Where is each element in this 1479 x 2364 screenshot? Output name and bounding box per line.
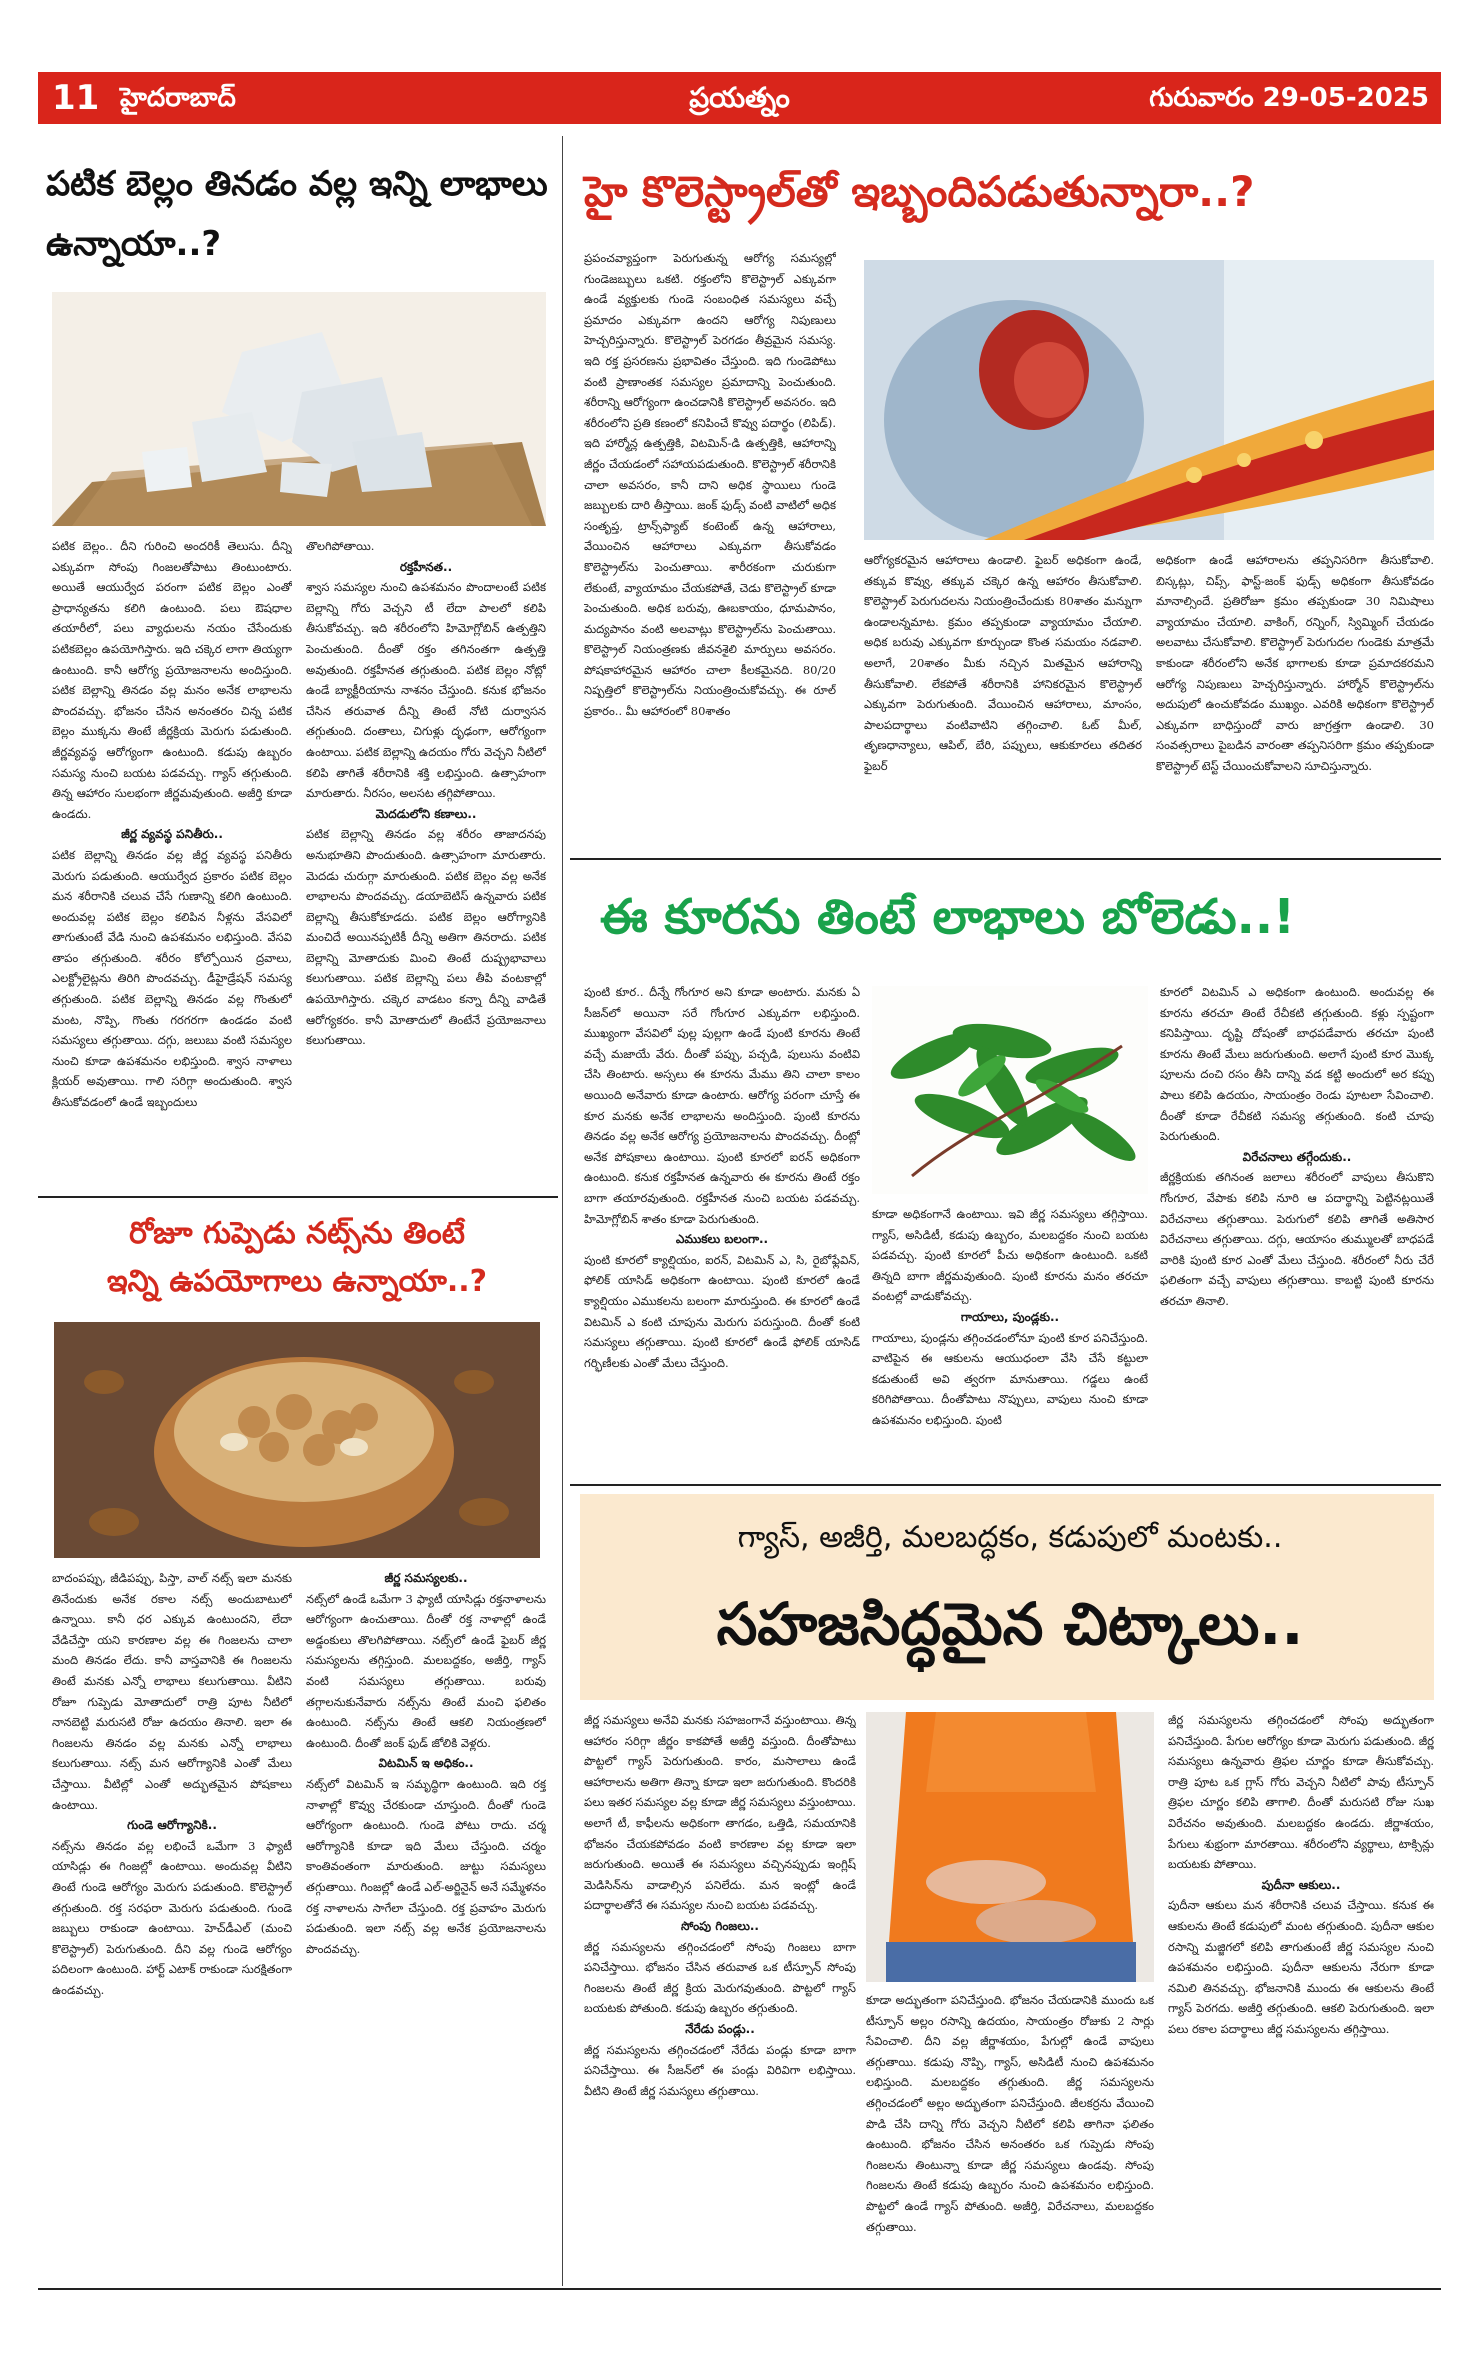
paragraph: జీర్ణక్రియకు తగినంత జలాలు శరీరంలో వాపులు తీసుకొని గోంగూర, వేపాకు కలిపి నూరి ఆ పదార్థాన్ని పెట్టినట్లయితే విరేచనాలు తగ్గుతాయి. పెరుగులో కలిపి తాగితే అతిసార విరేచనాలు తగ్గుతాయి. దగ్గు, ఆయాసం తుమ్ములతో బాధపడే వారికి పుంటి కూర ఎంతో మేలు చేస్తుంది. శరీరంలో నీరు చేరే ఫలితంగా వచ్చే వాపులు తగ్గుతాయి. కాబట్టి పుంటి కూరను తరచూ తినాలి. [1160,1170,1434,1308]
subheading: గుండె ఆరోగ్యానికి.. [127,1818,217,1833]
paragraph: పటిక బెల్లం.. దీని గురించి అందరికీ తెలుసు. దీన్ని ఎక్కువగా సోంపు గింజలతోపాటు తింటుంటారు. అయితే ఆయుర్వేద పరంగా పటిక బెల్లం ఎంతో ప్రాధాన్యతను కలిగి ఉంటుంది. పలు ఔషధాల తయారీలో, పలు వ్యాధులను నయం చేసేందుకు పటికబెల్లం ఉపయోగిస్తారు. ఇది చక్కెర లాగా తియ్యగా ఉంటుంది. కానీ ఆరోగ్య ప్రయోజనాలను అందిస్తుంది. పటిక బెల్లాన్ని తినడం వల్ల మనం అనేక లాభాలను పొందవచ్చు. భోజనం చేసిన అనంతరం చిన్న పటిక బెల్లం ముక్కను తింటే జీర్ణక్రియ మెరుగు పడుతుంది. జీర్ణవ్యవస్థ ఆరోగ్యంగా ఉంటుంది. కడుపు ఉబ్బరం సమస్య నుంచి బయట పడవచ్చు. గ్యాస్ తగ్గుతుంది. తిన్న ఆహారం సులభంగా జీర్ణమవుతుంది. అజీర్తి కూడా ఉండదు. [52,539,292,821]
edition-city: హైదరాబాద్ [120,83,236,113]
subheading: గాయాలు, పుండ్లకు.. [960,1309,1060,1324]
paragraph: జీర్ణ సమస్యలను తగ్గించడంలో సోంపు అద్భుతంగా పనిచేస్తుంది. పేగుల ఆరోగ్యం కూడా మెరుగు పడుతుంది. జీర్ణ సమస్యలు ఉన్నవారు త్రిఫల చూర్ణం కూడా తీసుకోవచ్చు. రాత్రి పూట ఒక గ్లాస్ గోరు వెచ్చని నీటిలో పావు టీస్పూన్ త్రిఫల చూర్ణం కలిపి తాగాలి. దీంతో మరుసటి రోజు సుఖ విరేచనం అవుతుంది. మలబద్దకం ఉండదు. జీర్ణాశయం, పేగులు శుభ్రంగా మారతాయి. శరీరంలోని వ్యర్థాలు, టాక్సిన్లు బయటకు పోతాయి. [1168,1713,1434,1872]
cholesterol-column-1: ప్రపంచవ్యాప్తంగా పెరుగుతున్న ఆరోగ్య సమస్యల్లో గుండెజబ్బులు ఒకటి. రక్తంలోని కొలెస్ట్రాల్ ఎక్కువగా ఉండే వ్యక్తులకు గుండె సంబంధిత సమస్యలు వచ్చే ప్రమాదం ఎక్కువగా ఉందని ఆరోగ్య నిపుణులు హెచ్చరిస్తున్నారు. కొలెస్ట్రాల్ పెరగడం తీవ్రమైన సమస్య. ఇది రక్త ప్రసరణను ప్రభావితం చేస్తుంది. ఇది గుండెపోటు వంటి ప్రాణాంతక సమస్యల ప్రమాదాన్ని పెంచుతుంది. శరీరాన్ని ఆరోగ్యంగా ఉంచడానికి కొలెస్ట్రాల్ అవసరం. ఇది శరీరంలోని ప్రతి కణంలో కనిపించే కొవ్వు పదార్థం (లిపిడ్). ఇది హార్మోన్ల ఉత్పత్తికి, విటమిన్-డి ఉత్పత్తికి, ఆహారాన్ని జీర్ణం చేయడంలో సహాయపడుతుంది. కొలెస్ట్రాల్ శరీరానికి చాలా అవసరం, కానీ దాని అధిక స్థాయిలు గుండె జబ్బులకు దారి తీస్తాయి. జంక్ ఫుడ్స్ వంటి వాటిలో అధిక సంతృప్త, ట్రాన్స్‌ఫ్యాట్ కంటెంట్ ఉన్న ఆహారాలు, వేయించిన ఆహారాలు ఎక్కువగా తీసుకోవడం కొలెస్ట్రాల్‌ను పెంచుతాయి. శారీరకంగా చురుకుగా లేకుంటే, వ్యాయామం చేయకపోతే, చెడు కొలెస్ట్రాల్ కూడా పెంచుతుంది. అధిక బరువు, ఊబకాయం, ధూమపానం, మద్యపానం వంటి అలవాట్లు కొలెస్ట్రాల్‌ను పెంచుతాయి. కొలెస్ట్రాల్ నియంత్రణకు జీవనశైలి మార్పులు అవసరం. పోషకాహారమైన ఆహారం చాలా కీలకమైనది. 80/20 నిష్పత్తిలో కొలెస్ట్రాల్‌ను నియంత్రించుకోవచ్చు. ఈ రూల్ ప్రకారం.. మీ ఆహారంలో 80శాతం [584,251,836,719]
divider [570,1484,1441,1486]
paragraph: జీర్ణ సమస్యలు అనేవి మనకు సహజంగానే వస్తుంటాయి. తిన్న ఆహారం సరిగ్గా జీర్ణం కాకపోతే అజీర్తి వస్తుంది. దీంతోపాటు పొట్టలో గ్యాస్ పెరుగుతుంది. కారం, మసాలాలు ఉండే ఆహారాలను అతిగా తిన్నా కూడా ఇలా జరుగుతుంది. కొందరికి పలు ఇతర సమస్యల వల్ల కూడా జీర్ణ సమస్యలు వస్తుంటాయి. అలాగే టీ, కాఫీలను అధికంగా తాగడం, ఒత్తిడి, సమయానికి భోజనం చేయకపోవడం వంటి కారణాల వల్ల కూడా ఇలా జరుగుతుంది. అయితే ఈ సమస్యలు వచ్చినప్పుడు ఇంగ్లిష్ మెడిసిన్‌ను వాడాల్సిన పనిలేదు. మన ఇంట్లో ఉండే పదార్థాలతోనే ఈ సమస్యల నుంచి బయట పడవచ్చు. [584,1713,856,1913]
divider [570,858,1441,860]
page-number: 11 [52,78,100,118]
paragraph: గాయాలు, పుండ్లను తగ్గించడంలోనూ పుంటి కూర పనిచేస్తుంది. వాటిపైన ఈ ఆకులను ఆయుధంలా వేసి చేసే కట్టులా కడుతుంటే అవి త్వరగా మానుతాయి. గడ్డలు ఉంటే కరిగిపోతాయి. దీంతోపాటు నొప్పులు, వాపులు నుంచి కూడా ఉపశమనం లభిస్తుంది. పుంటి [872,1330,1148,1427]
subheading: మెదడులోని కణాలు.. [375,806,477,821]
subheading: విటమిన్ ఇ అధికం.. [378,1756,474,1771]
paragraph: జీర్ణ సమస్యలను తగ్గించడంలో నేరేడు పండ్లు కూడా బాగా పనిచేస్తాయి. ఈ సీజన్‌లో ఈ పండ్లు విరివిగా లభిస్తాయి. వీటిని తింటే జీర్ణ సమస్యలు తగ్గుతాయి. [584,2042,856,2098]
subheading: నేరేడు పండ్లు.. [685,2021,755,2036]
paragraph: నట్స్‌లో విటమిన్ ఇ సమృద్ధిగా ఉంటుంది. ఇది రక్త నాళాల్లో కొవ్వు చేరకుండా చూస్తుంది. దీంతో గుండె ఆరోగ్యంగా ఉంటుంది. గుండె పోటు రాదు. చర్మ ఆరోగ్యానికి కూడా ఇది మేలు చేస్తుంది. చర్మం కాంతివంతంగా మారుతుంది. జుట్టు సమస్యలు తగ్గుతాయి. గింజల్లో ఉండే ఎల్-అర్జినైన్ అనే సమ్మేళనం రక్త నాళాలను సాగేలా చేస్తుంది. రక్త ప్రవాహం మెరుగు పడుతుంది. ఇలా నట్స్ వల్ల అనేక ప్రయోజనాలను పొందవచ్చు. [306,1776,546,1956]
paragraph: పటిక బెల్లాన్ని తినడం వల్ల జీర్ణ వ్యవస్థ పనితీరు మెరుగు పడుతుంది. ఆయుర్వేద ప్రకారం పటిక బెల్లం మన శరీరానికి చలువ చేసే గుణాన్ని కలిగి ఉంటుంది. అందువల్ల పటిక బెల్లం కలిపిన నీళ్లను వేసవిలో తాగుతుంటే వేడి నుంచి ఉపశమనం లభిస్తుంది. వేసవి తాపం తగ్గుతుంది. శరీరం కోల్పోయిన ద్రవాలు, ఎలక్ట్రోలైట్లను తిరిగి పొందవచ్చు. డీహైడ్రేషన్ సమస్య తగ్గుతుంది. పటిక బెల్లాన్ని తినడం వల్ల గొంతులో మంట, నొప్పి, గొంతు గరగరగా ఉండడం వంటి సమస్యలు తగ్గుతాయి. దగ్గు, జలుబు వంటి సమస్యల నుంచి కూడా ఉపశమనం లభిస్తుంది. శ్వాస నాళాలు క్లియర్ అవుతాయి. గాలి సరిగ్గా అందుతుంది. శ్వాస తీసుకోవడంలో ఉండే ఇబ్బందులు [52,847,292,1110]
subheading: విరేచనాలు తగ్గేందుకు.. [1242,1149,1352,1164]
kura-column-3 [1160,982,1434,1472]
patika-column-2 [306,536,546,1191]
digestion-column-3 [1168,1710,1434,2280]
divider [38,2288,1441,2290]
paragraph: కూరలో విటమిన్ ఎ అధికంగా ఉంటుంది. అందువల్ల ఈ కూరను తరచూ తింటే రేచీకటి తగ్గుతుంది. కళ్లు స్పష్టంగా కనిపిస్తాయి. దృష్టి దోషంతో బాధపడేవారు తరచూ పుంటి కూరను తింటే మేలు జరుగుతుంది. అలాగే పుంటి కూర మొక్క పూలను దంచి రసం తీసి దాన్ని వడ కట్టి అందులో అర కప్పు పాలు కలిపి ఉదయం, సాయంత్రం రెండు పూటలా సేవించాలి. దీంతో కూడా రేచీకటి సమస్య తగ్గుతుంది. కంటి చూపు పెరుగుతుంది. [1160,985,1434,1144]
digestion-column-2: కూడా అద్భుతంగా పనిచేస్తుంది. భోజనం చేయడానికి ముందు ఒక టీస్పూన్ అల్లం రసాన్ని ఉదయం, సాయంత్రం రోజుకు 2 సార్లు సేవించాలి. దీని వల్ల జీర్ణాశయం, పేగుల్లో ఉండే వాపులు తగ్గుతాయి. కడుపు నొప్పి, గ్యాస్, అసిడిటీ నుంచి ఉపశమనం లభిస్తుంది. మలబద్దకం తగ్గుతుంది. జీర్ణ సమస్యలను తగ్గించడంలో అల్లం అద్భుతంగా పనిచేస్తుంది. జీలకర్రను వేయించి పొడి చేసి దాన్ని గోరు వెచ్చని నీటిలో కలిపి తాగినా ఫలితం ఉంటుంది. భోజనం చేసిన అనంతరం ఒక గుప్పెడు సోంపు గింజలను తింటున్నా కూడా జీర్ణ సమస్యలు ఉండవు. సోంపు గింజలను తింటే కడుపు ఉబ్బరం నుంచి ఉపశమనం లభిస్తుంది. పొట్టలో ఉండే గ్యాస్ పోతుంది. అజీర్తి, విరేచనాలు, మలబద్దకం తగ్గుతాయి. [866,1993,1154,2234]
nuts-headline-line1: రోజూ గుప్పెడు నట్స్‌ను తింటే [129,1216,465,1251]
nuts-column-1 [52,1568,292,2278]
divider [562,136,563,2286]
subheading: పుదీనా ఆకులు.. [1261,1877,1341,1892]
nuts-headline-line2: ఇన్ని ఉపయోగాలు ఉన్నాయా..? [106,1264,488,1299]
subheading: ఎముకలు బలంగా.. [675,1232,769,1247]
cholesterol-article [570,136,1441,856]
patika-column-1 [52,536,292,1191]
subheading: సోంపు గింజలు.. [681,1918,759,1933]
paragraph: జీర్ణ సమస్యలను తగ్గించడంలో సోంపు గింజలు బాగా పనిచేస్తాయి. భోజనం చేసిన తరువాత ఒక టీస్పూన్ సోంపు గింజలను తింటే జీర్ణ క్రియ మెరుగవుతుంది. పొట్టలో గ్యాస్ బయటకు పోతుంది. కడుపు ఉబ్బరం తగ్గుతుంది. [584,1939,856,2016]
artery-heart-image [864,260,1434,540]
nuts-headline-box [38,1210,556,1314]
divider [38,1196,558,1198]
subheading: రక్తహీనత.. [399,559,453,574]
cholesterol-column-3: అధికంగా ఉండే ఆహారాలను తప్పనిసరిగా తీసుకోవాలి. బిస్కట్లు, చిప్స్, ఫాస్ట్-జంక్ ఫుడ్స్ అధికంగా తీసుకోవడం మానాల్సిందే. ప్రతిరోజూ క్రమం తప్పకుండా 30 నిమిషాలు వ్యాయామం చేయాలి. వాకింగ్, రన్నింగ్, స్విమ్మింగ్ చేయడం అలవాటు చేసుకోవాలి. కొలెస్ట్రాల్ పెరుగుదల గుండెకు మాత్రమే కాకుండా శరీరంలోని అనేక భాగాలకు కూడా ప్రమాదకరమని ఆరోగ్య నిపుణులు హెచ్చరిస్తున్నారు. హార్మోన్ కొలెస్ట్రాల్‌ను అదుపులో ఉంచుకోవడం ముఖ్యం. ఎవరికి అధికంగా కొలెస్ట్రాల్ ఎక్కువగా బాధిస్తుందో వారు జాగ్రత్తగా ఉండాలి. 30 సంవత్సరాలు పైబడిన వారంతా తప్పనిసరిగా క్రమం తప్పకుండా కొలెస్ట్రాల్ టెస్ట్ చేయించుకోవాలని సూచిస్తున్నారు. [1156,553,1434,773]
stomach-pain-image [866,1712,1154,1982]
subheading: జీర్ణ సమస్యలకు.. [384,1571,468,1585]
subheading: జీర్ణ వ్యవస్థ పనితీరు.. [121,827,223,842]
kura-article [570,862,1441,1482]
cholesterol-headline: హై కొలెస్ట్రాల్‌తో ఇబ్బందిపడుతున్నారా..? [584,167,1255,216]
paragraph: పుంటి కూర.. దీన్నే గోంగూర అని కూడా అంటారు. మనకు ఏ సీజన్‌లో అయినా సరే గోంగూర ఎక్కువగా లభిస్తుంది. ముఖ్యంగా వేసవిలో పుల్ల పుల్లగా ఉండే పుంటి కూరను తింటే వచ్చే మజాయే వేరు. దీంతో పప్పు, పచ్చడి, పులుసు వంటివి చేసి తింటారు. అస్సలు ఈ కూరను మేము తిని చాలా కాలం అయింది అనేవారు కూడా ఉంటారు. ఆరోగ్య పరంగా చూస్తే ఈ కూర మనకు అనేక లాభాలను అందిస్తుంది. పుంటి కూరను తినడం వల్ల అనేక ఆరోగ్య ప్రయోజనాలను పొందవచ్చు. దీంట్లో అనేక పోషకాలు ఉంటాయి. పుంటి కూరలో ఐరన్ అధికంగా ఉంటుంది. కనుక రక్తహీనత ఉన్నవారు ఈ కూరను తింటే రక్తం బాగా తయారవుతుంది. రక్తహీనత నుంచి బయట పడవచ్చు. హిమోగ్లోబిన్ శాతం కూడా పెరుగుతుంది. [584,985,860,1226]
paragraph: శ్వాస సమస్యల నుంచి ఉపశమనం పొందాలంటే పటిక బెల్లాన్ని గోరు వెచ్చని టీ లేదా పాలలో కలిపి తీసుకోవచ్చు. ఇది శరీరంలోని హిమోగ్లోబిన్ ఉత్పత్తిని పెంచుతుంది. దీంతో రక్తం తగినంతగా ఉత్పత్తి అవుతుంది. రక్తహీనత తగ్గుతుంది. పటిక బెల్లం నోట్లో ఉండే బ్యాక్టీరియాను నాశనం చేస్తుంది. కనుక భోజనం చేసిన తరువాత దీన్ని తింటే నోటి దుర్వాసన తగ్గుతుంది. దంతాలు, చిగుళ్లు దృఢంగా, ఆరోగ్యంగా ఉంటాయి. పటిక బెల్లాన్ని ఉదయం గోరు వెచ్చని నీటిలో కలిపి తాగితే శరీరానికి శక్తి లభిస్తుంది. ఉత్సాహంగా మారుతారు. నీరసం, అలసట తగ్గిపోతాయి. [306,580,546,801]
paragraph: నట్స్‌లో ఉండే ఒమేగా 3 ఫ్యాటీ యాసిడ్లు రక్తనాళాలను ఆరోగ్యంగా ఉంచుతాయి. దీంతో రక్త నాళాల్లో ఉండే అడ్డంకులు తొలగిపోతాయి. నట్స్‌లో ఉండే ఫైబర్ జీర్ణ సమస్యలను తగ్గిస్తుంది. మలబద్దకం, అజీర్తి, గ్యాస్ వంటి సమస్యలు తగ్గుతాయి. బరువు తగ్గాలనుకునేవారు నట్స్‌ను తింటే మంచి ఫలితం ఉంటుంది. నట్స్‌ను తింటే ఆకలి నియంత్రణలో ఉంటుంది. దీంతో జంక్ ఫుడ్ జోలికి వెళ్లరు. [306,1591,546,1750]
masthead-bar [38,72,1441,124]
nuts-column-2 [306,1568,546,2278]
issue-date: గురువారం 29-05-2025 [1149,83,1429,113]
kura-headline: ఈ కూరను తింటే లాభాలు బోలెడు..! [600,889,1296,945]
paragraph: కూడా అధికంగానే ఉంటాయి. ఇవి జీర్ణ సమస్యలు తగ్గిస్తాయి. గ్యాస్, అసిడిటీ, కడుపు ఉబ్బరం, మలబద్దకం నుంచి బయట పడవచ్చు. పుంటి కూరలో పీచు అధికంగా ఉంటుంది. ఒకటి తిన్నది బాగా జీర్ణమవుతుంది. పుంటి కూరను మనం తరచూ వంటల్లో వాడుకోవచ్చు. [872,1207,1148,1304]
patika-headline: పటిక బెల్లం తినడం వల్ల ఇన్ని లాభాలు ఉన్నాయా..? [46,164,548,264]
kura-column-2 [872,1204,1148,1472]
kura-column-1 [584,982,860,1472]
digestion-headline-box [580,1494,1434,1700]
digestion-headline-line2: సహజసిద్ధమైన చిట్కాలు.. [716,1590,1304,1658]
patika-article [38,136,556,1196]
paragraph: పటిక బెల్లాన్ని తినడం వల్ల శరీరం తాజాదనపు అనుభూతిని పొందుతుంది. ఉత్సాహంగా మారుతారు. మెదడు చురుగ్గా మారుతుంది. పటిక బెల్లం వల్ల అనేక లాభాలను పొందవచ్చు. డయాబెటిస్ ఉన్నవారు పటిక బెల్లాన్ని తీసుకోకూడదు. పటిక బెల్లం ఆరోగ్యానికి మంచిదే అయినప్పటికీ దీన్ని అతిగా తినరాదు. పటిక బెల్లాన్ని మోతాదుకు మించి తింటే దుష్ప్రభావాలు కలుగుతాయి. పటిక బెల్లాన్ని పలు తీపి వంటకాల్లో ఉపయోగిస్తారు. చక్కెర వాడటం కన్నా దీన్ని వాడితే ఆరోగ్యకరం. కానీ మోతాదులో తింటేనే ప్రయోజనాలు కలుగుతాయి. [306,827,546,1048]
nuts-article [38,1204,556,2284]
cholesterol-column-2: ఆరోగ్యకరమైన ఆహారాలు ఉండాలి. ఫైబర్ అధికంగా ఉండే, తక్కువ కొవ్వు, తక్కువ చక్కెర ఉన్న ఆహారం తీసుకోవాలి. కొలెస్ట్రాల్ పెరుగుదలను నియంత్రించేందుకు 80శాతం మన్నుగా ఉండాలన్నమాట. క్రమం తప్పకుండా వ్యాయామం చేయాలి. అధిక బరువు ఎక్కువగా కూర్చుండా కొంత సమయం నడవాలి. అలాగే, 20శాతం మీకు నచ్చిన మితమైన ఆహారాన్ని తీసుకోవాలి. లేకపోతే శరీరానికి హానికరమైన కొలెస్ట్రాల్ ఎక్కువగా పెరుగుతుంది. వేయించిన ఆహారాలు, మాంసం, పాలపదార్థాలు వంటివాటిని తగ్గించాలి. ఓట్ మీల్, తృణధాన్యాలు, ఆపిల్, బేరి, పప్పులు, ఆకుకూరలు తదితర ఫైబర్ [864,553,1142,773]
gongura-leaves-image [872,986,1148,1194]
rock-sugar-image [52,292,546,526]
mixed-nuts-image [54,1322,540,1558]
paragraph: తొలగిపోతాయి. [306,539,375,553]
digestion-column-1 [584,1710,856,2280]
digestion-article [570,1490,1441,2290]
paragraph: పుంటి కూరలో క్యాల్షియం, ఐరన్, విటమిన్ ఎ, సి, రైబోఫ్లేవిన్, ఫోలిక్ యాసిడ్ అధికంగా ఉంటాయి. పుంటి కూరలో ఉండే క్యాల్షియం ఎముకలను బలంగా మారుస్తుంది. ఈ కూరలో ఉండే విటమిన్ ఎ కంటి చూపును మెరుగు పరుస్తుంది. దీంతో కంటి సమస్యలు తగ్గుతాయి. పుంటి కూరలో ఉండే ఫోలిక్ యాసిడ్ గర్భిణీలకు ఎంతో మేలు చేస్తుంది. [584,1252,860,1370]
paragraph: బాదంపప్పు, జీడిపప్పు, పిస్తా, వాల్ నట్స్ ఇలా మనకు తినేందుకు అనేక రకాల నట్స్ అందుబాటులో ఉన్నాయి. కానీ ధర ఎక్కువ ఉంటుందని, లేదా వేడిచేస్తా యని కారణాల వల్ల ఈ గింజలను చాలా మంది తినడం లేదు. కానీ వాస్తవానికి ఈ గింజలను తింటే మనకు ఎన్నో లాభాలు కలుగుతాయి. వీటిని రోజూ గుప్పెడు మోతాదులో రాత్రి పూట నీటిలో నానబెట్టి మరుసటి రోజు ఉదయం తినాలి. ఇలా ఈ గింజలను తినడం వల్ల మనకు ఎన్నో లాభాలు కలుగుతాయి. నట్స్ మన ఆరోగ్యానికి ఎంతో మేలు చేస్తాయి. వీటిల్లో ఎంతో అద్భుతమైన పోషకాలు ఉంటాయి. [52,1571,292,1812]
paragraph: పుదీనా ఆకులు మన శరీరానికి చలువ చేస్తాయి. కనుక ఈ ఆకులను తింటే కడుపులో మంట తగ్గుతుంది. పుదీనా ఆకుల రసాన్ని మజ్జిగలో కలిపి తాగుతుంటే జీర్ణ సమస్యల నుంచి ఉపశమనం లభిస్తుంది. పుదీనా ఆకులను నేరుగా కూడా నమిలి తినవచ్చు. భోజనానికి ముందు ఈ ఆకులను తింటే గ్యాస్ పెరగదు. అజీర్తి తగ్గుతుంది. ఆకలి పెరుగుతుంది. ఇలా పలు రకాల పదార్థాలు జీర్ణ సమస్యలను తగ్గిస్తాయి. [1168,1898,1434,2036]
paragraph: నట్స్‌ను తినడం వల్ల లభించే ఒమేగా 3 ఫ్యాటీ యాసిడ్లు ఈ గింజల్లో ఉంటాయి. అందువల్ల వీటిని తింటే గుండె ఆరోగ్యం మెరుగు పడుతుంది. కొలెస్ట్రాల్ తగ్గుతుంది. రక్త సరఫరా మెరుగు పడుతుంది. గుండె జబ్బులు రాకుండా ఉంటాయి. హెచ్‌డీఎల్ (మంచి కొలెస్ట్రాల్) పెరుగుతుంది. దీని వల్ల గుండె ఆరోగ్యం పదిలంగా ఉంటుంది. హార్ట్ ఎటాక్ రాకుండా సురక్షితంగా ఉండవచ్చు. [52,1838,292,1997]
newspaper-name: ప్రయత్నం [689,81,790,114]
digestion-headline-line1: గ్యాస్, అజీర్తి, మలబద్ధకం, కడుపులో మంటకు.. [737,1520,1283,1555]
